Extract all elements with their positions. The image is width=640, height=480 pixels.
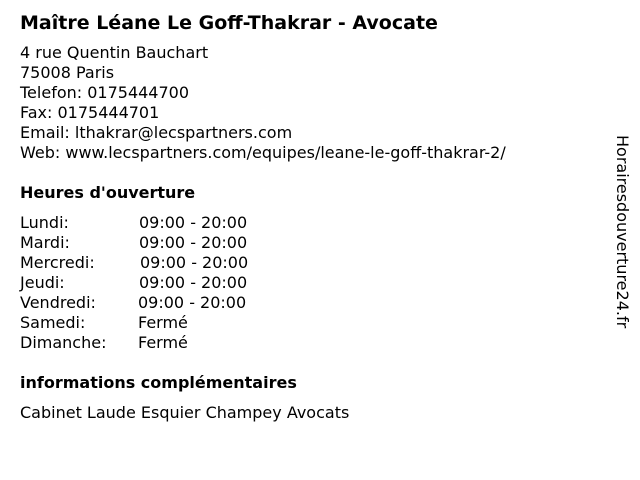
additional-info-text: Cabinet Laude Esquier Champey Avocats [20, 403, 350, 422]
day-label: Dimanche: [20, 333, 107, 352]
day-hours: 09:00 - 20:00 [140, 253, 249, 272]
additional-info-heading: informations complémentaires [20, 373, 297, 392]
fax-number: Fax: 0175444701 [20, 103, 160, 122]
email-address: Email: lthakrar@lecspartners.com [20, 123, 293, 142]
day-label: Jeudi: [20, 273, 65, 292]
day-hours: 09:00 - 20:00 [139, 273, 248, 292]
day-label: Mercredi: [20, 253, 95, 272]
street-address: 4 rue Quentin Bauchart [20, 43, 209, 62]
day-hours: 09:00 - 20:00 [138, 293, 247, 312]
city: 75008 Paris [20, 63, 115, 82]
opening-hours-heading: Heures d'ouverture [20, 183, 196, 202]
day-hours: 09:00 - 20:00 [139, 213, 248, 232]
day-hours: Fermé [138, 313, 188, 332]
page-title: Maître Léane Le Goff-Thakrar - Avocate [20, 12, 438, 34]
day-hours: Fermé [138, 333, 188, 352]
day-label: Mardi: [20, 233, 70, 252]
day-label: Samedi: [20, 313, 86, 332]
day-label: Vendredi: [20, 293, 96, 312]
day-hours: 09:00 - 20:00 [139, 233, 248, 252]
site-watermark: Horairesdouverture24.fr [613, 135, 632, 329]
website: Web: www.lecspartners.com/equipes/leane-le-goff-thakrar-2/ [20, 143, 506, 162]
day-label: Lundi: [20, 213, 69, 232]
phone-number: Telefon: 0175444700 [20, 83, 190, 102]
